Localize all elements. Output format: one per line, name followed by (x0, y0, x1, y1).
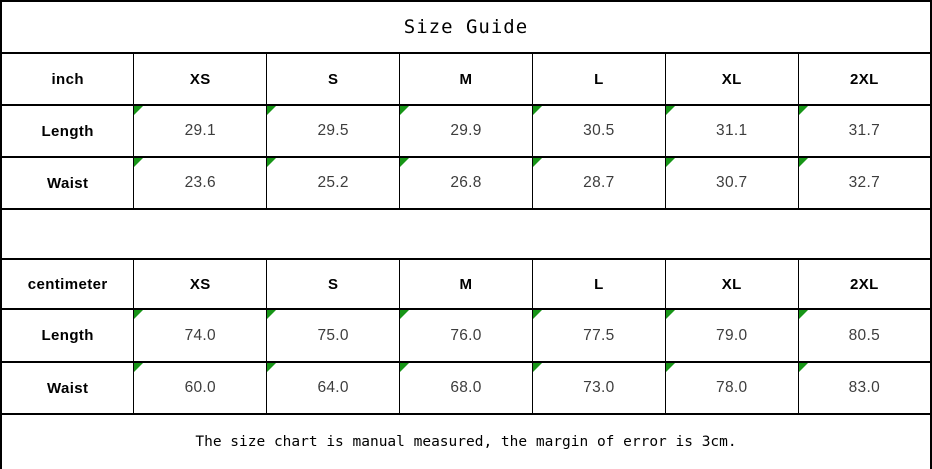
size-value-cell (400, 105, 533, 157)
cell-comment-marker-icon (400, 158, 409, 167)
centimeter-waist-row (1, 362, 931, 414)
unit-header-inch: inch (1, 53, 134, 105)
cell-comment-marker-icon (533, 106, 542, 115)
size-value: 23.6 (184, 174, 216, 191)
size-value-cell (532, 362, 665, 414)
size-value: 30.5 (583, 122, 615, 139)
cell-comment-marker-icon (267, 363, 276, 372)
size-value-cell (532, 105, 665, 157)
size-value: 76.0 (450, 326, 482, 344)
size-value: 26.8 (450, 174, 482, 191)
size-value: 73.0 (583, 379, 615, 396)
cell-comment-marker-icon (666, 158, 675, 167)
cell-comment-marker-icon (533, 310, 542, 319)
cell-comment-marker-icon (799, 158, 808, 167)
size-value-cell (267, 362, 400, 414)
size-value: 80.5 (848, 326, 881, 344)
size-header-l: L (532, 53, 665, 105)
size-header-s: S (267, 53, 400, 105)
row-label-waist: Waist (1, 157, 134, 209)
size-value: 31.7 (848, 122, 881, 139)
row-label-length: Length (1, 309, 134, 362)
size-value: 25.2 (317, 174, 349, 191)
size-value: 79.0 (716, 326, 748, 344)
size-value-cell (400, 362, 533, 414)
cell-comment-marker-icon (134, 158, 143, 167)
size-value: 28.7 (583, 174, 615, 191)
size-header-xl: XL (665, 259, 798, 309)
size-value: 30.7 (716, 174, 748, 191)
cell-comment-marker-icon (400, 310, 409, 319)
size-header-2xl: 2XL (798, 53, 931, 105)
size-value-cell (134, 105, 267, 157)
cell-comment-marker-icon (134, 363, 143, 372)
size-value-cell (665, 157, 798, 209)
spacer-row (1, 209, 931, 259)
page-title: Size Guide (1, 1, 931, 53)
size-value: 64.0 (317, 379, 349, 396)
cell-comment-marker-icon (400, 106, 409, 115)
size-value-cell (267, 157, 400, 209)
size-header-m: M (400, 53, 533, 105)
size-value-cell (665, 309, 798, 362)
size-value: 60.0 (184, 379, 216, 396)
size-value: 68.0 (450, 379, 482, 396)
size-value: 29.1 (184, 122, 216, 139)
size-value-cell (267, 105, 400, 157)
size-value-cell (798, 105, 931, 157)
cell-comment-marker-icon (267, 158, 276, 167)
size-value-cell (532, 157, 665, 209)
cell-comment-marker-icon (267, 310, 276, 319)
size-header-s: S (267, 259, 400, 309)
cell-comment-marker-icon (400, 363, 409, 372)
inch-waist-row (1, 157, 931, 209)
row-label-length: Length (1, 105, 134, 157)
cell-comment-marker-icon (666, 106, 675, 115)
size-value-cell (798, 362, 931, 414)
spacer-cell (1, 209, 931, 259)
size-value: 29.9 (450, 122, 482, 139)
cell-comment-marker-icon (134, 310, 143, 319)
size-value: 29.5 (317, 122, 349, 139)
size-header-xs: XS (134, 259, 267, 309)
cell-comment-marker-icon (666, 363, 675, 372)
footer-note: The size chart is manual measured, the margin of error is 3cm. (1, 414, 931, 469)
size-value-cell (665, 362, 798, 414)
size-value-cell (267, 309, 400, 362)
size-value-cell (400, 309, 533, 362)
size-value-cell (798, 309, 931, 362)
size-value-cell (798, 157, 931, 209)
size-value-cell (134, 157, 267, 209)
cell-comment-marker-icon (799, 106, 808, 115)
size-value-cell (532, 309, 665, 362)
cell-comment-marker-icon (134, 106, 143, 115)
size-value-cell (665, 105, 798, 157)
cell-comment-marker-icon (799, 310, 808, 319)
unit-header-centimeter: centimeter (1, 259, 134, 309)
centimeter-header-row (1, 259, 931, 309)
row-label-waist: Waist (1, 362, 134, 414)
size-header-l: L (532, 259, 665, 309)
cell-comment-marker-icon (533, 158, 542, 167)
size-header-xs: XS (134, 53, 267, 105)
cell-comment-marker-icon (799, 363, 808, 372)
title-row (1, 1, 931, 53)
size-value-cell (134, 362, 267, 414)
cell-comment-marker-icon (533, 363, 542, 372)
size-value-cell (400, 157, 533, 209)
footer-row (1, 414, 931, 469)
size-header-m: M (400, 259, 533, 309)
size-value-cell (134, 309, 267, 362)
size-value: 77.5 (583, 326, 615, 344)
cell-comment-marker-icon (267, 106, 276, 115)
size-value: 75.0 (317, 326, 349, 344)
size-value: 32.7 (848, 174, 881, 191)
size-value: 31.1 (716, 122, 748, 139)
size-value: 74.0 (184, 326, 216, 344)
inch-header-row (1, 53, 931, 105)
inch-length-row (1, 105, 931, 157)
centimeter-length-row (1, 309, 931, 362)
size-header-2xl: 2XL (798, 259, 931, 309)
size-value: 78.0 (716, 379, 748, 396)
cell-comment-marker-icon (666, 310, 675, 319)
size-value: 83.0 (848, 379, 881, 396)
size-header-xl: XL (665, 53, 798, 105)
